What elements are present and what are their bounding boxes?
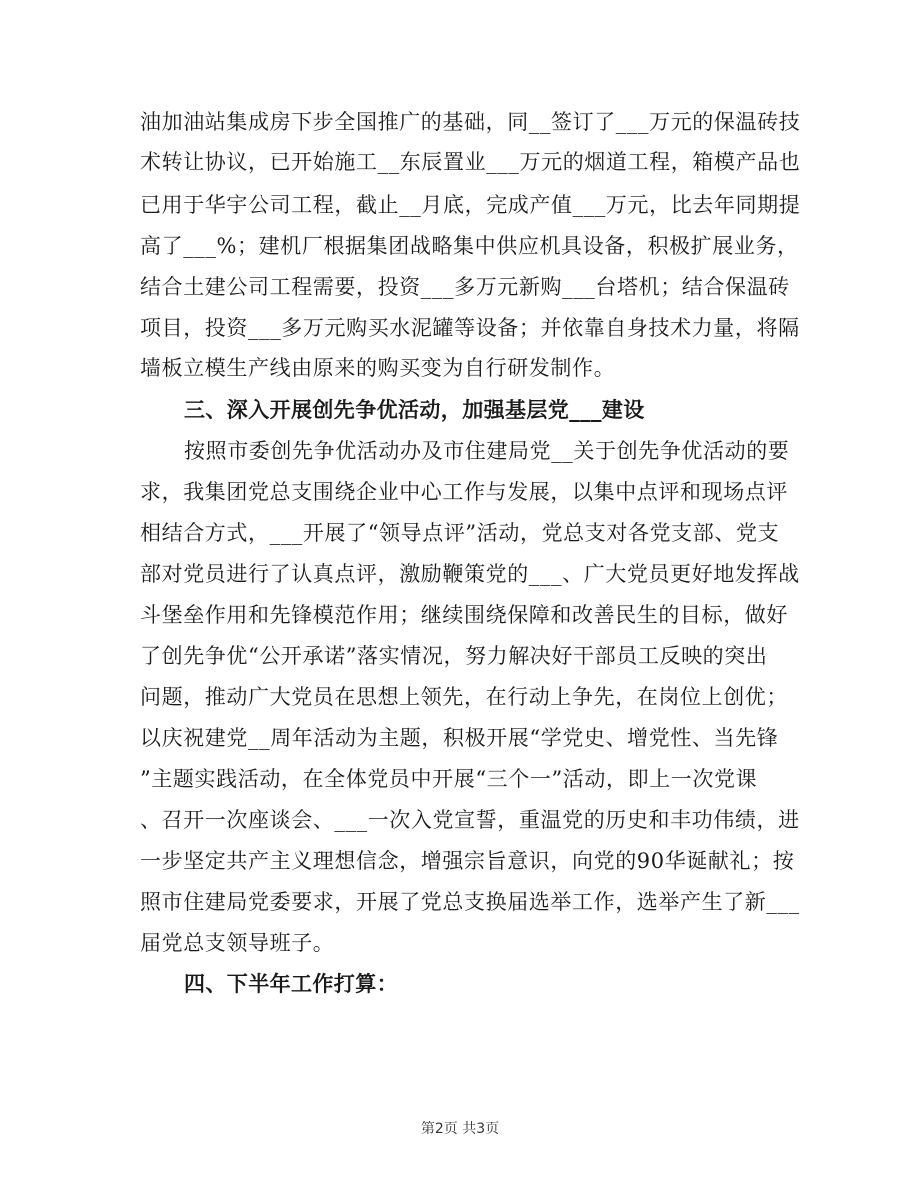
- paragraph-line: 墙板立模生产线由原来的购买变为自行研发制作。: [140, 356, 616, 380]
- paragraph-line: 术转让协议，已开始施工__东辰置业___万元的烟道工程，箱模产品也: [140, 150, 801, 174]
- paragraph-line: 问题，推动广大党员在思想上领先，在行动上争先，在岗位上创优；: [140, 685, 788, 709]
- paragraph-line: 求，我集团党总支围绕企业中心工作与发展，以集中点评和现场点评: [140, 480, 788, 504]
- paragraph-line: 结合土建公司工程需要，投资___多万元新购___台塔机；结合保温砖: [140, 275, 790, 299]
- paragraph-line: 相结合方式，___开展了“领导点评”活动，党总支对各党支部、党支: [140, 521, 780, 545]
- paragraph-line: 届党总支领导班子。: [140, 931, 335, 955]
- page-number: 第2页 共3页: [420, 1121, 500, 1137]
- paragraph-line: 高了___%；建机厂根据集团战略集中供应机具设备，积极扩展业务，: [140, 234, 799, 258]
- paragraph-line: 项目，投资___多万元购买水泥罐等设备；并依靠自身技术力量，将隔: [140, 316, 800, 340]
- paragraph-line: 部对党员进行了认真点评，激励鞭策党的___、广大党员更好地发挥战: [140, 562, 800, 586]
- paragraph-line: 一步坚定共产主义理想信念，增强宗旨意识，向党的90华诞献礼；按: [140, 849, 795, 873]
- paragraph-line: 照市住建局党委要求，开展了党总支换届选举工作，选举产生了新___: [140, 890, 800, 914]
- paragraph-line: 已用于华宇公司工程，截止__月底，完成产值___万元，比去年同期提: [140, 193, 801, 217]
- paragraph-line: ”主题实践活动，在全体党员中开展“三个一”活动，即上一次党课: [140, 767, 758, 791]
- paragraph-line: 、召开一次座谈会、___一次入党宣誓，重温党的历史和丰功伟绩，进: [140, 808, 800, 832]
- paragraph-line: 按照市委创先争优活动办及市住建局党__关于创先争优活动的要: [184, 439, 790, 463]
- section-heading-4: 四、下半年工作打算：: [184, 972, 398, 996]
- paragraph-line: 了创先争优“公开承诺”落实情况，努力解决好干部员工反映的突出: [140, 644, 768, 668]
- paragraph-line: 以庆祝建党__周年活动为主题，积极开展“学党史、增党性、当先锋: [140, 726, 779, 750]
- section-heading-3: 三、深入开展创先争优活动，加强基层党___建设: [184, 398, 645, 422]
- paragraph-line: 油加油站集成房下步全国推广的基础，同__签订了___万元的保温砖技: [140, 110, 801, 134]
- paragraph-line: 斗堡垒作用和先锋模范作用；继续围绕保障和改善民生的目标，做好: [140, 603, 788, 627]
